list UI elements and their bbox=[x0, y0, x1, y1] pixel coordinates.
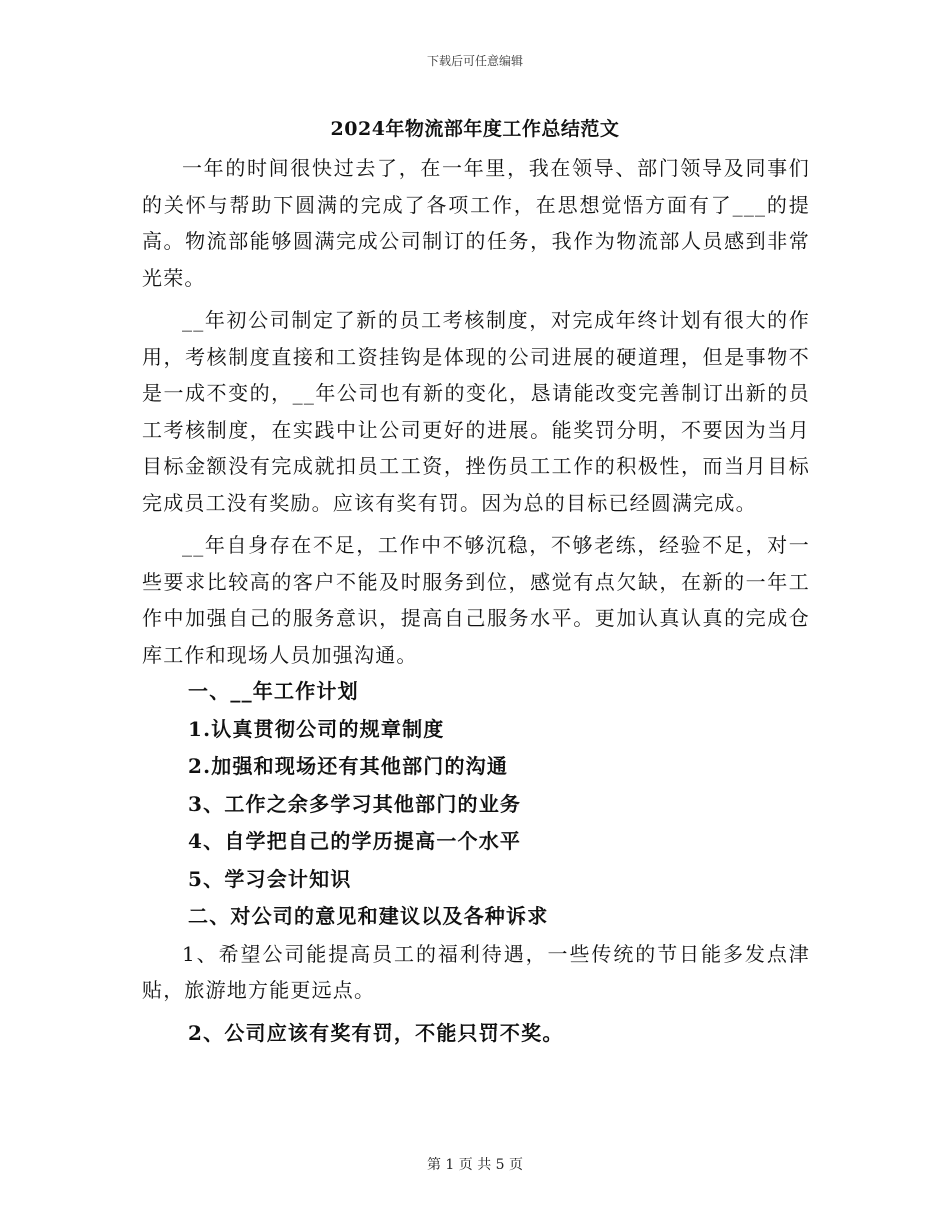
suggestion-item: 1、希望公司能提高员工的福利待遇，一些传统的节日能多发点津贴，旅游地方能更远点。 bbox=[142, 941, 810, 1002]
plan-item: 3、工作之余多学习其他部门的业务 bbox=[188, 791, 522, 816]
document-body bbox=[142, 150, 810, 1052]
document-title: 2024年物流部年度工作总结范文 bbox=[330, 118, 620, 140]
plan-item: 5、学习会计知识 bbox=[188, 866, 352, 891]
page-number: 第 1 页 共 5 页 bbox=[426, 1157, 524, 1173]
plan-item: 2.加强和现场还有其他部门的沟通 bbox=[188, 754, 509, 778]
page-header-note: 下载后可任意编辑 bbox=[426, 54, 523, 68]
plan-item: 1.认真贯彻公司的规章制度 bbox=[188, 716, 445, 741]
section-heading-suggestions: 二、对公司的意见和建议以及各种诉求 bbox=[188, 904, 549, 928]
plan-item: 4、自学把自己的学历提高一个水平 bbox=[188, 829, 522, 853]
paragraph-shortcomings: __年自身存在不足，工作中不够沉稳，不够老练，经验不足，对一些要求比较高的客户不能及时服务到位，感觉有点欠缺，在新的一年工作中加强自己的服务意识，提高自己服务水平。更加认真认真的完成仓库工作和现场人员加强沟通。 bbox=[142, 533, 810, 667]
paragraph-intro: 一年的时间很快过去了，在一年里，我在领导、部门领导及同事们的关怀与帮助下圆满的完成了各项工作，在思想觉悟方面有了___的提高。物流部能够圆满完成公司制订的任务，我作为物流部人员感到非常光荣。 bbox=[142, 156, 810, 290]
paragraph-assessment: __年初公司制定了新的员工考核制度，对完成年终计划有很大的作用，考核制度直接和工资挂钩是体现的公司进展的硬道理，但是事物不是一成不变的，__年公司也有新的变化，恳请能改变完善制订出新的员工考核制度，在实践中让公司更好的进展。能奖罚分明，不要因为当月目标金额没有完成就扣员工工资，挫伤员工工作的积极性，而当月目标完成员工没有奖励。应该有奖有罚。因为总的目标已经圆满完成。 bbox=[142, 308, 810, 515]
suggestion-item: 2、公司应该有奖有罚，不能只罚不奖。 bbox=[188, 1020, 564, 1045]
section-heading-work-plan: 一、__年工作计划 bbox=[188, 679, 359, 703]
